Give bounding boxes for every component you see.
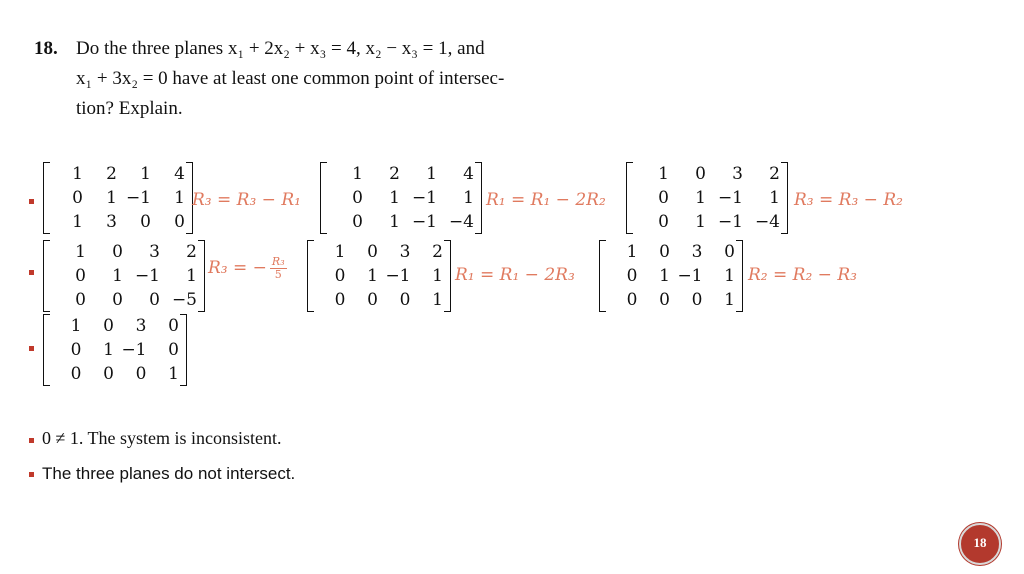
matrix-cell: 0 (659, 290, 670, 310)
matrix-cell: 4 (463, 164, 474, 184)
matrix-cell: 4 (174, 164, 185, 184)
matrix-cell: 0 (103, 364, 114, 384)
matrix-cell: 1 (724, 266, 735, 286)
matrix-cell: 2 (389, 164, 400, 184)
matrix-cell: 3 (399, 242, 411, 262)
matrix-cell: 1 (103, 340, 114, 360)
bullet-marker (29, 199, 34, 204)
matrix-cell: 0 (135, 364, 147, 384)
matrix-cell: 1 (174, 188, 185, 208)
matrix-cell: 1 (367, 266, 378, 286)
matrix-cell: 2 (186, 242, 197, 262)
matrix-right-bracket (781, 162, 788, 234)
matrix-cell: 0 (334, 266, 346, 286)
matrix-cell: −1 (134, 266, 160, 286)
matrix-cell: 1 (140, 164, 151, 184)
matrix (626, 162, 788, 234)
problem-line-1: Do the three planes x₁ + 2x₂ + x₃ = 4, x₂ − x₃ = 1, and (76, 38, 485, 59)
matrix-cell: 1 (106, 188, 117, 208)
matrix (320, 162, 482, 234)
matrix-cell: 1 (70, 316, 82, 336)
matrix-cell: −1 (411, 212, 437, 232)
row-operation: R₃ = R₃ − R₂ (794, 190, 903, 210)
row-operation: R₂ = R₂ − R₃ (748, 265, 857, 285)
fraction-numerator: R₃ (271, 255, 285, 268)
matrix-cell: 1 (432, 290, 443, 310)
bullet-marker (29, 270, 34, 275)
matrix-cell: 3 (691, 242, 703, 262)
matrix-cell: 0 (352, 188, 363, 208)
matrix (43, 314, 187, 386)
matrix-cell: 0 (72, 188, 83, 208)
matrix-cell: 0 (626, 266, 638, 286)
conclusion-no-intersection: The three planes do not intersect. (42, 464, 296, 483)
row-operation: R₁ = R₁ − 2R₂ (486, 190, 606, 210)
matrix-cell: −1 (125, 188, 151, 208)
slide-number: 18 (973, 535, 987, 550)
matrix-cell: 0 (168, 340, 179, 360)
matrix (599, 240, 743, 312)
matrix-cell: −1 (717, 188, 743, 208)
matrix-cell: 1 (75, 242, 86, 262)
matrix-cell: 0 (399, 290, 411, 310)
matrix-cell: 0 (724, 242, 735, 262)
matrix-cell: 3 (135, 316, 147, 336)
matrix-cell: 0 (140, 212, 151, 232)
matrix-cell: 2 (106, 164, 117, 184)
fraction (270, 256, 287, 281)
matrix-cell: 0 (149, 290, 160, 310)
matrix-cell: 1 (769, 188, 780, 208)
matrix-cell: −4 (754, 212, 780, 232)
matrix-cell: 0 (659, 242, 670, 262)
matrix-cell: 0 (70, 340, 82, 360)
matrix-cell: 0 (168, 316, 179, 336)
matrix (43, 240, 205, 312)
matrix (307, 240, 451, 312)
matrix-cell: 1 (659, 266, 670, 286)
matrix-cell: 1 (72, 212, 83, 232)
matrix-cell: 0 (334, 290, 346, 310)
matrix-cell: −1 (411, 188, 437, 208)
matrix-cell: 1 (658, 164, 669, 184)
bullet-marker (29, 438, 34, 443)
matrix-cell: 1 (432, 266, 443, 286)
matrix-cell: 1 (695, 188, 706, 208)
row-operation (208, 256, 287, 281)
matrix-cell: 1 (352, 164, 363, 184)
matrix-cell: 0 (112, 290, 123, 310)
matrix-cell: 0 (75, 266, 86, 286)
matrix-cell: 3 (149, 242, 160, 262)
matrix-cell: 1 (426, 164, 437, 184)
matrix-cell: −5 (171, 290, 197, 310)
matrix-cell: 0 (691, 290, 703, 310)
matrix-cell: 1 (334, 242, 346, 262)
matrix-cell: 0 (695, 164, 706, 184)
row-operation: R₃ = R₃ − R₁ (192, 190, 301, 210)
matrix-cell: 1 (168, 364, 179, 384)
matrix-cell: −1 (121, 340, 147, 360)
matrix-cell: 1 (389, 212, 400, 232)
matrix-cell: 0 (174, 212, 185, 232)
matrix-cell: 1 (72, 164, 83, 184)
matrix-cell: 0 (103, 316, 114, 336)
matrix-cell: 3 (732, 164, 743, 184)
matrix-cell: 1 (186, 266, 197, 286)
bullet-marker (29, 346, 34, 351)
matrix-cell: 0 (352, 212, 363, 232)
matrix-cell: 0 (367, 242, 378, 262)
row-operation-lhs: R₃ = − (208, 258, 267, 278)
matrix-cell: 0 (626, 290, 638, 310)
matrix-cell: 1 (695, 212, 706, 232)
matrix-cell: 3 (106, 212, 117, 232)
matrix-cell: 0 (70, 364, 82, 384)
matrix-right-bracket (475, 162, 482, 234)
matrix-cell: 2 (769, 164, 780, 184)
matrix-cell: 1 (112, 266, 123, 286)
matrix-right-bracket (444, 240, 451, 312)
conclusion-inconsistent: 0 ≠ 1. The system is inconsistent. (42, 428, 282, 448)
matrix-cell: 0 (658, 212, 669, 232)
fraction-denominator: 5 (274, 268, 282, 281)
matrix-cell: 0 (658, 188, 669, 208)
problem-line-3: tion? Explain. (76, 98, 183, 119)
matrix-cell: 0 (367, 290, 378, 310)
matrix-cell: 0 (75, 290, 86, 310)
matrix-right-bracket (736, 240, 743, 312)
matrix-cell: 2 (432, 242, 443, 262)
matrix-cell: 0 (112, 242, 123, 262)
slide-number-badge (959, 523, 1001, 565)
matrix-cell: 1 (724, 290, 735, 310)
bullet-marker (29, 472, 34, 477)
matrix-cell: −1 (385, 266, 411, 286)
matrix-cell: −1 (677, 266, 703, 286)
matrix-cell: 1 (389, 188, 400, 208)
matrix-right-bracket (180, 314, 187, 386)
matrix (43, 162, 193, 234)
matrix-cell: 1 (463, 188, 474, 208)
problem-number: 18. (34, 38, 58, 59)
matrix-right-bracket (198, 240, 205, 312)
row-operation: R₁ = R₁ − 2R₃ (455, 265, 575, 285)
problem-line-2: x₁ + 3x₂ = 0 have at least one common point of intersec- (76, 68, 505, 89)
matrix-cell: −1 (717, 212, 743, 232)
matrix-cell: −4 (448, 212, 474, 232)
matrix-cell: 1 (626, 242, 638, 262)
